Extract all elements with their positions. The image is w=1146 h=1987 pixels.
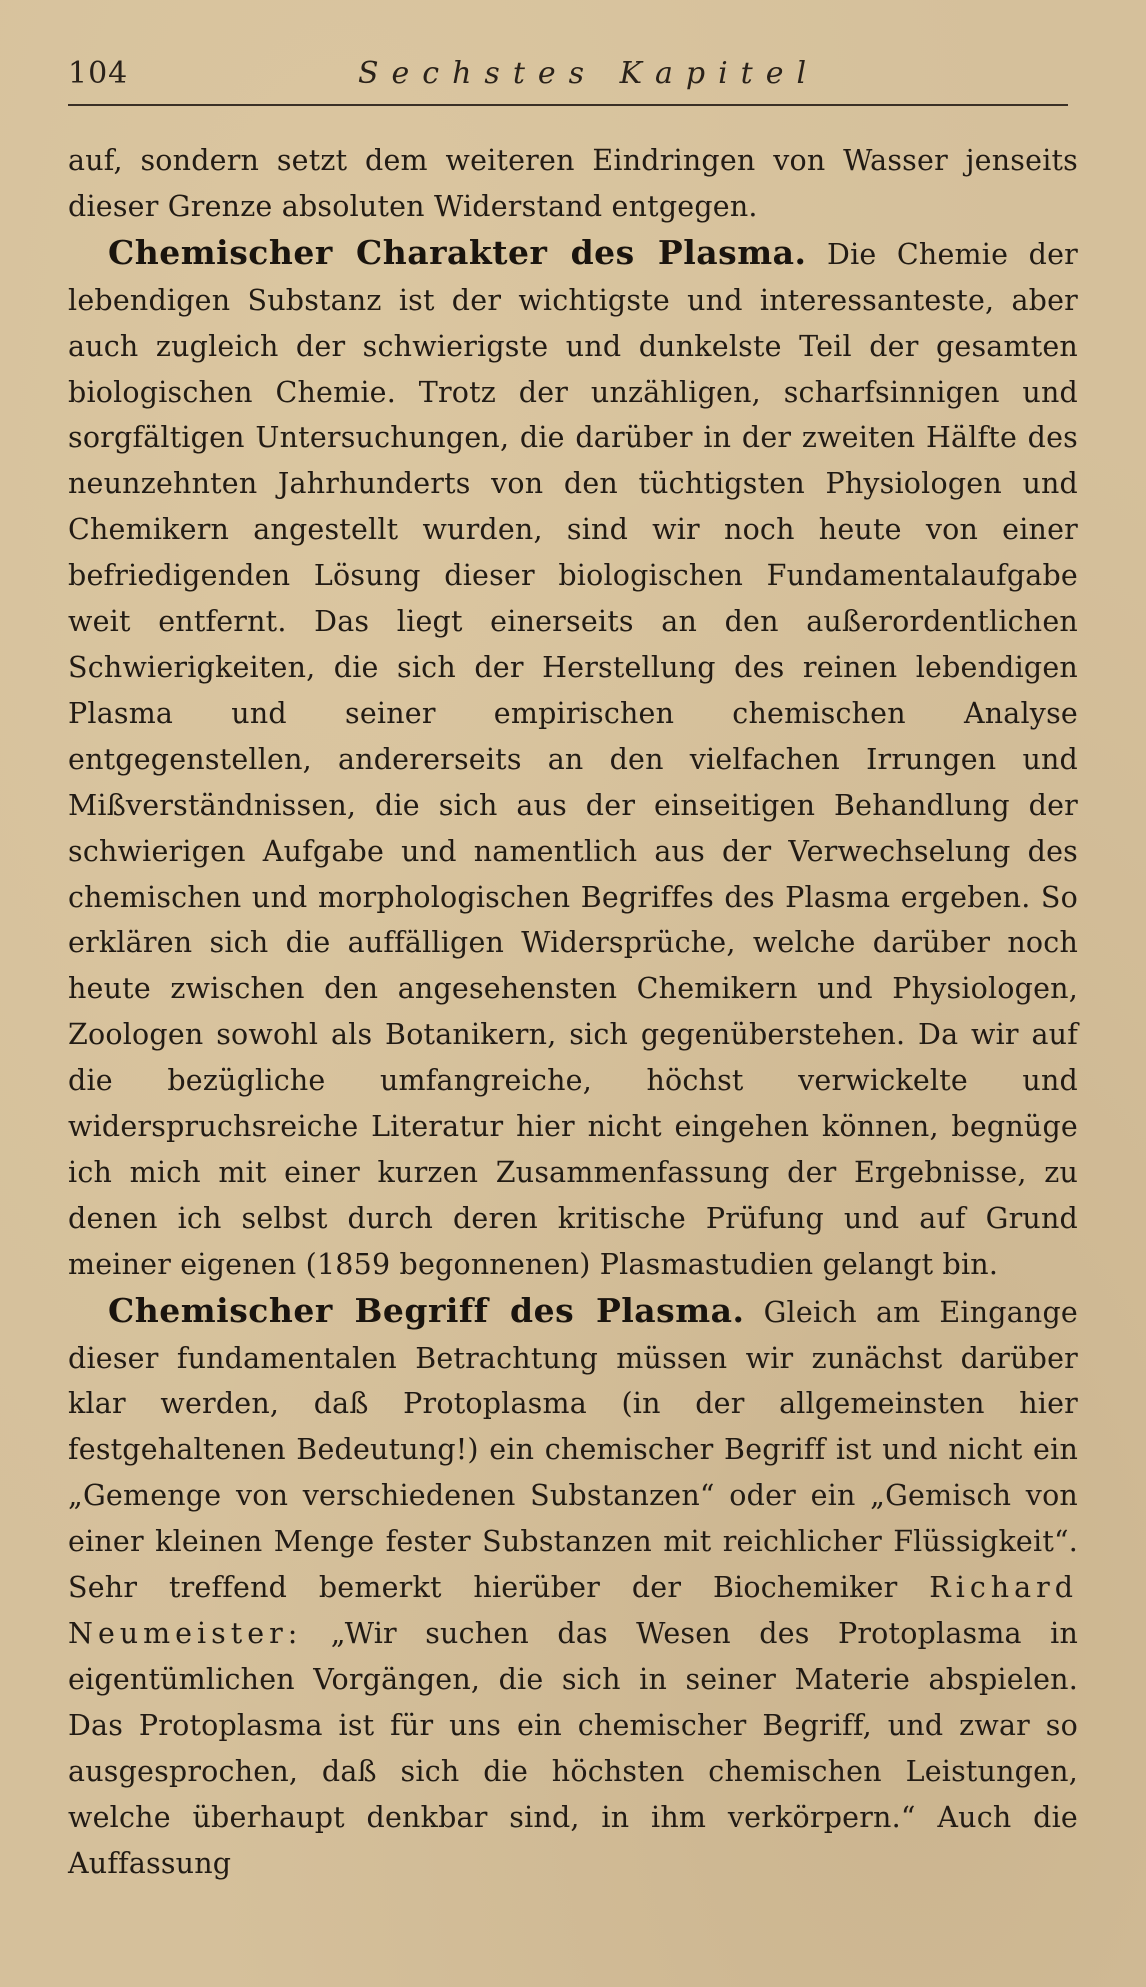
paragraph-chemical-character <box>68 230 1078 1288</box>
body-text <box>68 138 1078 1886</box>
person-name: Richard Neumeister: <box>68 1571 1078 1650</box>
paragraph-text: auf, sondern setzt dem weiteren Eindringen von Wasser jenseits dieser Grenze absoluten Widerstand entgegen. <box>68 144 1078 223</box>
section-heading: Chemischer Begriff des Plasma. <box>108 1290 745 1330</box>
page-number: 104 <box>68 56 129 91</box>
paragraph-continuation <box>68 138 1078 230</box>
paragraph-text: „Wir suchen das Wesen des Protoplasma in eigentümlichen Vorgängen, die sich in seiner Materie abspielen. Das Protoplasma ist für uns ein chemischer Begriff, und zwar so ausgesprochen, daß sich die höchsten chemischen Leistungen, welche überhaupt denkbar sind, in ihm verkörpern.“ Auch die Auffassung <box>68 1617 1079 1880</box>
running-title: Sechstes Kapitel <box>358 56 820 91</box>
header-rule <box>68 104 1068 106</box>
paragraph-text: Die Chemie der lebendigen Substanz ist der wichtigste und interessanteste, aber auch zugleich der schwierigste und dunkelste Teil der gesamten biologischen Chemie. Trotz der unzähligen, scharfsinnigen und sorgfältigen Untersuchungen, die darüber in der zweiten Hälfte des neunzehnten Jahrhunderts von den tüchtigsten Physiologen und Chemikern angestellt wurden, sind wir noch heute von einer befriedigenden Lösung dieser biologischen Fundamentalaufgabe weit entfernt. Das liegt einerseits an den außerordentlichen Schwierigkeiten, die sich der Herstellung des reinen lebendigen Plasma und seiner empirischen chemischen Analyse entgegenstellen, andererseits an den vielfachen Irrungen und Mißverständnissen, die sich aus der einseitigen Behandlung der schwierigen Aufgabe und namentlich aus der Verwechselung des chemischen und morphologischen Begriffes des Plasma ergeben. So erklären sich die auffälligen Widersprüche, welche darüber noch heute zwischen den angesehensten Chemikern und Physiologen, Zoologen sowohl als Botanikern, sich gegenüberstehen. Da wir auf die bezügliche umfangreiche, höchst verwickelte und widerspruchsreiche Literatur hier nicht eingehen können, begnüge ich mich mit einer kurzen Zusammenfassung der Ergebnisse, zu denen ich selbst durch deren kritische Prüfung und auf Grund meiner eigenen (1859 begonnenen) Plasmastudien gelangt bin. <box>68 237 1078 1281</box>
paragraph-text: Gleich am Eingange dieser fundamentalen Betrachtung müssen wir zunächst darüber klar werden, daß Protoplasma (in der allgemeinsten hier festgehaltenen Bedeutung!) ein chemischer Begriff ist und nicht ein „Gemenge von verschiedenen Substanzen“ oder ein „Gemisch von einer kleinen Menge fester Substanzen mit reichlicher Flüssigkeit“. Sehr treffend bemerkt hierüber der Biochemiker <box>68 1295 1078 1605</box>
section-heading: Chemischer Charakter des Plasma. <box>108 232 807 272</box>
paragraph-chemical-concept <box>68 1288 1078 1887</box>
page-header <box>68 52 1073 102</box>
